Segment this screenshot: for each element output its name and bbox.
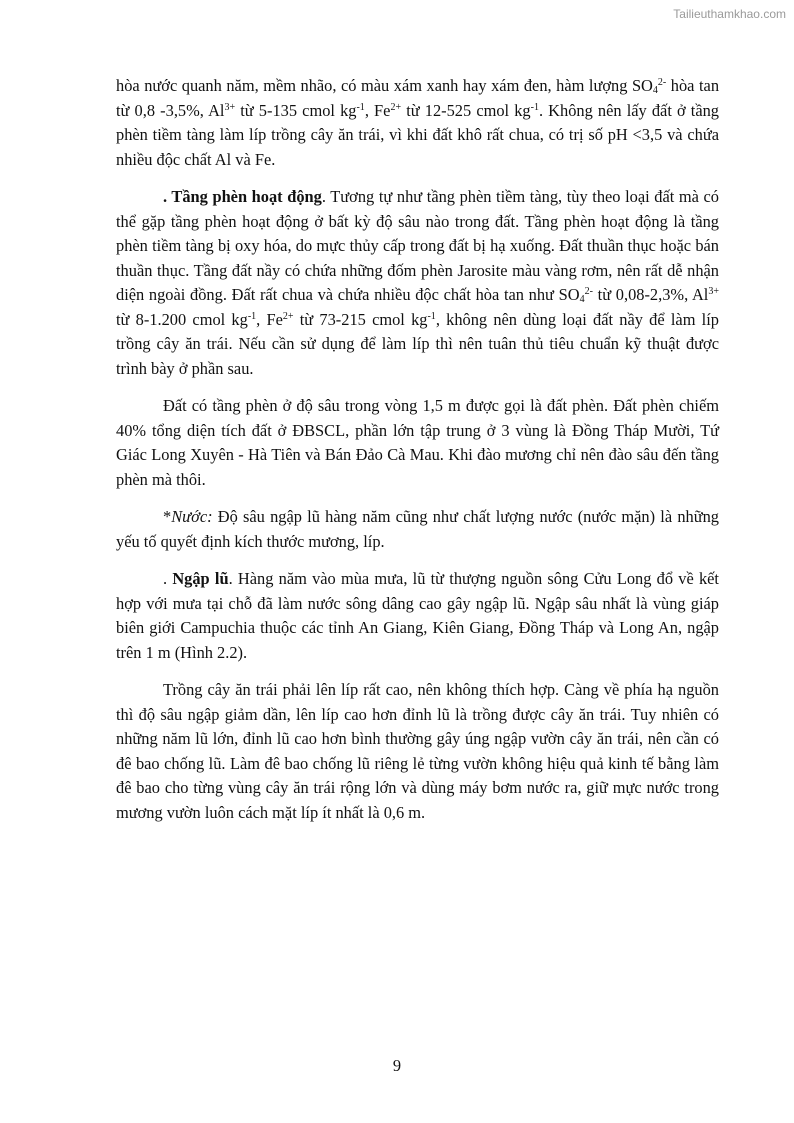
subscript: 4	[652, 85, 658, 96]
superscript: 2-	[657, 77, 667, 88]
watermark: Tailieuthamkhao.com	[673, 7, 786, 21]
text-run: . Tương tự như tầng phèn tiềm tàng, tùy theo loại đất mà có thể gặp tầng phèn hoạt động ở bất kỳ độ sâu nào trong đất. Tầng phèn hoạt động là tầng phèn tiềm tàng bị oxy hóa, do mực thủy cấp trong đất bị hạ xuống. Đất thuần thục hoặc bán thuần thục. Tầng đất nầy có chứa những đốm phèn Jarosite màu vàng rơm, nên rất dễ nhận diện ngoài đồng. Đất rất chua và chứa nhiều độc chất hòa tan như SO	[116, 187, 719, 304]
paragraph-active-acid-layer	[116, 185, 719, 381]
text-run: từ 73-215 cmol kg	[293, 309, 428, 329]
superscript: -1	[247, 310, 257, 322]
text-run: Độ sâu ngập lũ hàng năm cũng như chất lượng nước (nước mặn) là những yếu tố quyết định kích thước mương, líp.	[116, 507, 719, 551]
paragraph-fruit-trees: Trồng cây ăn trái phải lên líp rất cao, nên không thích hợp. Càng về phía hạ nguồn thì độ sâu ngập giảm dần, lên líp cao hơn đỉnh lũ là trồng được cây ăn trái. Tuy nhiên có những năm lũ lớn, đỉnh lũ cao hơn bình thường gây úng ngập vườn cây ăn trái, nên cần có đê bao chống lũ. Làm đê bao chống lũ riêng lẻ từng vườn không hiệu quả kinh tế bằng làm đê bao cho từng vùng cây ăn trái rộng lớn và dùng máy bơm nước ra, giữ mực nước trong mương vườn luôn cách mặt líp ít nhất là 0,6 m.	[116, 680, 719, 822]
subscript: 4	[579, 294, 585, 305]
superscript: 3+	[708, 286, 719, 297]
text-run: từ 0,08-2,3%, Al	[592, 285, 709, 304]
section-heading: . Tầng phèn hoạt động	[163, 187, 322, 206]
superscript: 2+	[390, 101, 402, 113]
text-run: , Fe	[364, 100, 391, 120]
document-body	[116, 74, 719, 838]
superscript: -1	[427, 310, 436, 322]
text-run: hòa tan từ 0,8 -3,5%, Al	[116, 76, 720, 120]
italic-heading: Nước:	[171, 507, 213, 526]
text-run: từ 5-135 cmol kg	[235, 100, 357, 120]
superscript: 2+	[282, 310, 294, 322]
text-run: . Không nên lấy đất ở tầng phèn tiềm tàng làm líp trồng cây ăn trái, vì khi đất khô rất chua, có trị số pH <3,5 và chứa nhiều độc chất Al và Fe.	[116, 100, 720, 169]
paragraph-flooding	[116, 567, 719, 665]
superscript: 3+	[224, 101, 236, 113]
superscript: -1	[356, 101, 365, 113]
page-number: 9	[392, 1056, 402, 1075]
text-run: từ 8-1.200 cmol kg	[116, 309, 248, 329]
text-run: , không nên dùng loại đất nầy để làm líp trồng cây ăn trái. Nếu cần sử dụng để làm líp thì nên tuân thủ tiêu chuẩn kỹ thuật được trình bày ở phần sau.	[116, 309, 719, 378]
text-run: . Hàng năm vào mùa mưa, lũ từ thượng nguồn sông Cửu Long đổ về kết hợp với mưa tại chỗ đã làm nước sông dâng cao gây ngập lũ. Ngập sâu nhất là vùng giáp biên giới Campuchia thuộc các tỉnh An Giang, Kiên Giang, Đồng Tháp và Long An, ngập trên 1 m (Hình 2.2).	[116, 569, 719, 662]
text-run: hòa nước quanh năm, mềm nhão, có màu xám xanh hay xám đen, hàm lượng SO	[116, 76, 653, 95]
text-run: , Fe	[256, 309, 283, 329]
superscript: 2-	[584, 286, 593, 297]
superscript: -1	[530, 101, 539, 113]
section-heading: Ngập lũ	[172, 569, 229, 588]
paragraph-acid-soil-definition: Đất có tầng phèn ở độ sâu trong vòng 1,5 m được gọi là đất phèn. Đất phèn chiếm 40% tổng diện tích đất ở ĐBSCL, phần lớn tập trung ở 3 vùng là Đồng Tháp Mười, Tứ Giác Long Xuyên - Hà Tiên và Bán Đảo Cà Mau. Khi đào mương chỉ nên đào sâu đến tầng phèn mà thôi.	[116, 396, 719, 489]
text-run: .	[163, 569, 173, 588]
paragraph-acid-sulfate-potential	[116, 74, 719, 172]
text-run: *	[163, 507, 172, 526]
text-run: từ 12-525 cmol kg	[401, 100, 531, 120]
paragraph-water	[116, 505, 719, 554]
